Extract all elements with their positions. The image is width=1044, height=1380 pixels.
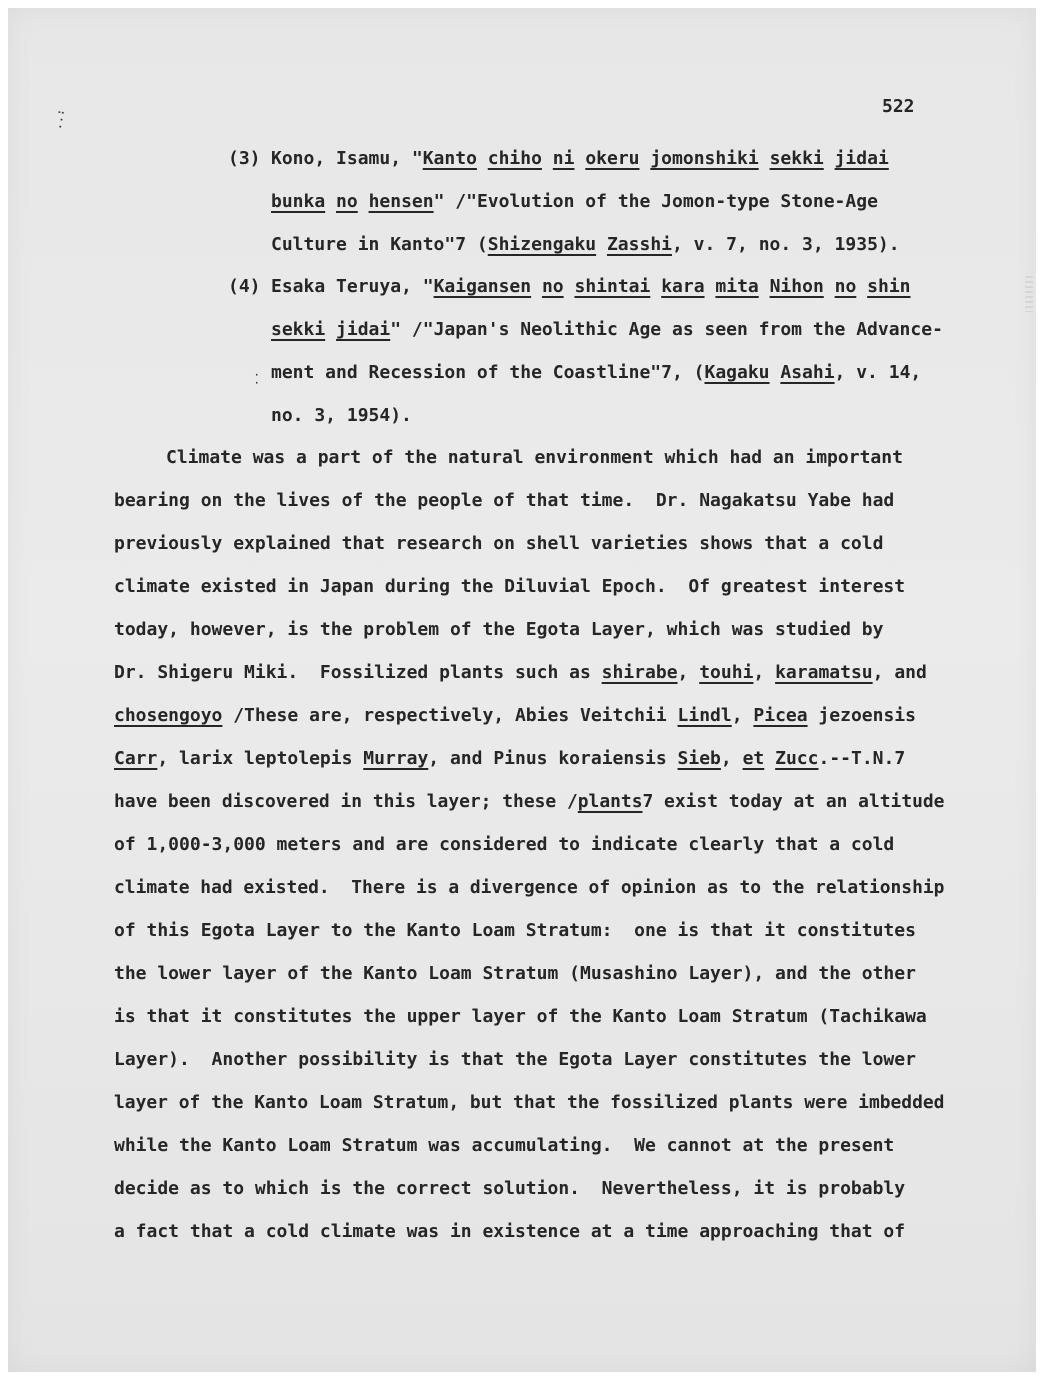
text-run: previously explained that research on shell varieties shows that a cold: [114, 533, 884, 554]
underlined-term: okeru: [585, 148, 640, 169]
text-run: , v. 7, no. 3, 1935).: [672, 234, 900, 255]
text-run: [650, 276, 661, 297]
underlined-term: no: [541, 276, 564, 297]
text-run: today, however, is the problem of the Egota Layer, which was studied by: [114, 619, 884, 640]
underlined-term: Murray: [363, 748, 429, 769]
underlined-term: shin: [867, 276, 911, 297]
paragraph-line: [114, 490, 894, 512]
underlined-term: Nihon: [769, 276, 824, 297]
underlined-term: touhi: [699, 662, 754, 683]
reference-line: [271, 148, 889, 170]
reference-line: [271, 405, 412, 427]
text-run: [824, 148, 835, 169]
paragraph-line: [114, 1221, 905, 1243]
reference-line: [271, 319, 943, 341]
text-run: [574, 148, 585, 169]
paragraph-line: [114, 576, 905, 598]
text-run: ,: [731, 705, 754, 726]
paragraph-line: [114, 1006, 927, 1028]
underlined-term: Kagaku: [704, 362, 770, 383]
reference-number: (3): [228, 148, 261, 169]
margin-dots: · ·: [254, 371, 260, 389]
underlined-term: shirabe: [601, 662, 678, 683]
underlined-term: Kaigansen: [433, 276, 532, 297]
margin-mark: ..:: [52, 107, 68, 131]
underlined-term: no: [336, 191, 358, 212]
paragraph-line: [114, 662, 927, 684]
text-run: [759, 276, 770, 297]
text-run: while the Kanto Loam Stratum was accumulating. We cannot at the present: [114, 1135, 895, 1156]
underlined-term: jomonshiki: [650, 148, 759, 169]
text-run: Culture in Kanto"7 (: [271, 234, 488, 255]
text-run: [325, 191, 336, 212]
text-run: [640, 148, 651, 169]
paragraph-line: [114, 920, 916, 942]
text-run: [824, 276, 835, 297]
paragraph-line: [114, 533, 883, 555]
page-number: 522: [882, 96, 915, 117]
text-run: [770, 362, 781, 383]
reference-number: (4): [228, 276, 261, 297]
text-run: ,: [720, 748, 743, 769]
text-run: layer of the Kanto Loam Stratum, but that the fossilized plants were imbedded: [114, 1092, 945, 1113]
text-run: Dr. Shigeru Miki. Fossilized plants such as: [114, 662, 602, 683]
text-run: bearing on the lives of the people of that time. Dr. Nagakatsu Yabe had: [114, 490, 895, 511]
text-run: of this Egota Layer to the Kanto Loam Stratum: one is that it constitutes: [114, 920, 916, 941]
reference-line: [271, 234, 900, 256]
underlined-term: Zucc: [775, 748, 819, 769]
underlined-term: Zasshi: [606, 234, 672, 255]
underlined-term: Kanto: [422, 148, 477, 169]
text-run: Kono, Isamu, ": [271, 148, 423, 169]
edge-speck: [1025, 276, 1033, 312]
underlined-term: karamatsu: [775, 662, 873, 683]
underlined-term: chosengoyo: [114, 705, 223, 726]
paragraph-line: [114, 963, 916, 985]
text-run: [531, 276, 542, 297]
reference-line: [271, 362, 921, 384]
underlined-term: plants: [577, 791, 643, 812]
text-run: [759, 148, 770, 169]
text-run: , v. 14,: [834, 362, 922, 383]
underlined-term: kara: [661, 276, 705, 297]
text-run: [856, 276, 867, 297]
underlined-term: Picea: [753, 705, 808, 726]
underlined-term: jidai: [336, 319, 391, 340]
text-run: Climate was a part of the natural environment which had an important: [166, 447, 903, 468]
paragraph-line: [114, 877, 944, 899]
paragraph-line: [114, 1092, 944, 1114]
text-run: .--T.N.7: [818, 748, 906, 769]
paragraph-line: [114, 748, 905, 770]
text-run: [764, 748, 775, 769]
text-run: climate had existed. There is a divergence of opinion as to the relationship: [114, 877, 945, 898]
text-run: is that it constitutes the upper layer of the Kanto Loam Stratum (Tachikawa: [114, 1006, 927, 1027]
text-run: jezoensis: [807, 705, 916, 726]
text-run: " /"Japan's Neolithic Age as seen from the Advance-: [390, 319, 943, 340]
text-run: ,: [677, 662, 700, 683]
paragraph-line: [114, 1049, 916, 1071]
text-run: " /"Evolution of the Jomon-type Stone-Age: [433, 191, 878, 212]
underlined-term: sekki: [769, 148, 824, 169]
underlined-term: no: [834, 276, 857, 297]
underlined-term: Shizengaku: [487, 234, 597, 255]
text-run: [542, 148, 553, 169]
text-run: [705, 276, 716, 297]
underlined-term: Lindl: [677, 705, 732, 726]
underlined-term: jidai: [834, 148, 889, 169]
text-run: ment and Recession of the Coastline"7, (: [271, 362, 705, 383]
text-run: [596, 234, 607, 255]
paragraph-line: [114, 619, 883, 641]
text-run: , and Pinus koraiensis: [428, 748, 678, 769]
text-run: , larix leptolepis: [157, 748, 364, 769]
underlined-term: Sieb: [677, 748, 721, 769]
text-run: have been discovered in this layer; these /: [114, 791, 578, 812]
paragraph-line: [114, 1135, 894, 1157]
underlined-term: mita: [715, 276, 759, 297]
text-run: no. 3, 1954).: [271, 405, 412, 426]
text-run: 7 exist today at an altitude: [642, 791, 945, 812]
text-run: , and: [872, 662, 927, 683]
text-run: /These are, respectively, Abies Veitchii: [222, 705, 678, 726]
reference-line: [271, 276, 911, 298]
underlined-term: Carr: [114, 748, 158, 769]
text-run: climate existed in Japan during the Diluvial Epoch. Of greatest interest: [114, 576, 906, 597]
underlined-term: hensen: [368, 191, 434, 212]
underlined-term: sekki: [271, 319, 326, 340]
paragraph-line: [114, 1178, 905, 1200]
underlined-term: shintai: [574, 276, 651, 297]
text-run: Esaka Teruya, ": [271, 276, 434, 297]
text-run: decide as to which is the correct solution. Nevertheless, it is probably: [114, 1178, 906, 1199]
paragraph-line: [114, 791, 944, 813]
text-run: of 1,000-3,000 meters and are considered to indicate clearly that a cold: [114, 834, 895, 855]
underlined-term: bunka: [271, 191, 326, 212]
underlined-term: chiho: [487, 148, 542, 169]
text-run: Layer). Another possibility is that the Egota Layer constitutes the lower: [114, 1049, 916, 1070]
paragraph-line: [114, 834, 894, 856]
text-run: [358, 191, 369, 212]
text-run: [325, 319, 336, 340]
text-run: [477, 148, 488, 169]
text-run: a fact that a cold climate was in existence at a time approaching that of: [114, 1221, 906, 1242]
underlined-term: et: [742, 748, 765, 769]
paragraph-line: [114, 705, 916, 727]
document-page: [8, 8, 1036, 1372]
text-run: ,: [753, 662, 776, 683]
text-run: [564, 276, 575, 297]
reference-line: [271, 191, 878, 213]
underlined-term: Asahi: [780, 362, 835, 383]
text-run: the lower layer of the Kanto Loam Stratum (Musashino Layer), and the other: [114, 963, 916, 984]
underlined-term: ni: [552, 148, 575, 169]
paragraph-line: [166, 447, 903, 469]
